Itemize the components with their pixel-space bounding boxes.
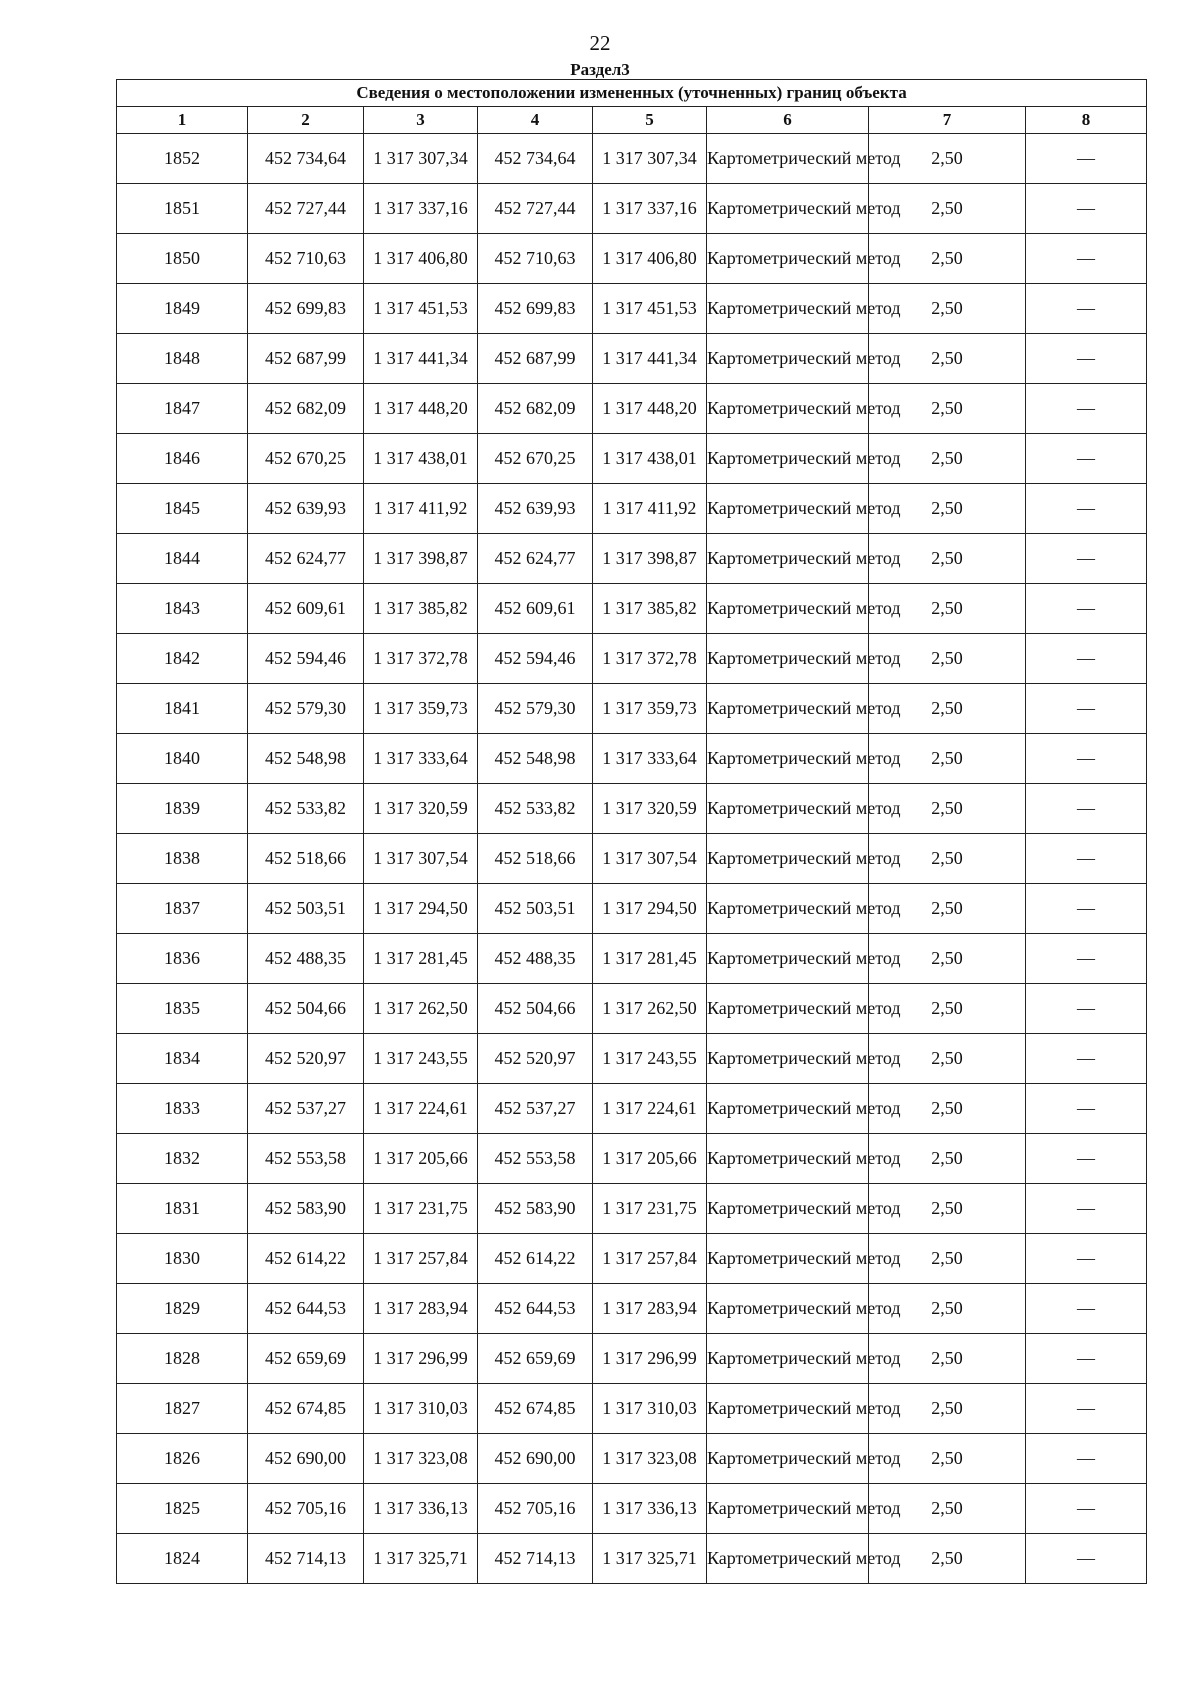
y-new-cell: 1 317 441,34	[593, 334, 707, 384]
x-new-cell: 452 710,63	[478, 234, 593, 284]
column-number-4: 4	[478, 107, 593, 134]
y-existing-cell: 1 317 323,08	[364, 1434, 478, 1484]
method-cell: Картометрический метод	[707, 784, 869, 834]
y-existing-cell: 1 317 398,87	[364, 534, 478, 584]
x-existing-cell: 452 727,44	[248, 184, 364, 234]
description-cell: —	[1026, 1534, 1147, 1584]
x-new-cell: 452 553,58	[478, 1134, 593, 1184]
method-cell: Картометрический метод	[707, 1534, 869, 1584]
table-row	[117, 1084, 1147, 1134]
y-new-cell: 1 317 281,45	[593, 934, 707, 984]
y-new-cell: 1 317 310,03	[593, 1384, 707, 1434]
table-row	[117, 934, 1147, 984]
accuracy-cell: 2,50	[869, 1434, 1026, 1484]
y-new-cell: 1 317 243,55	[593, 1034, 707, 1084]
y-existing-cell: 1 317 257,84	[364, 1234, 478, 1284]
y-new-cell: 1 317 372,78	[593, 634, 707, 684]
accuracy-cell: 2,50	[869, 284, 1026, 334]
accuracy-cell: 2,50	[869, 684, 1026, 734]
table-row	[117, 634, 1147, 684]
accuracy-cell: 2,50	[869, 1384, 1026, 1434]
table-row	[117, 1184, 1147, 1234]
y-new-cell: 1 317 438,01	[593, 434, 707, 484]
x-existing-cell: 452 682,09	[248, 384, 364, 434]
table-row	[117, 734, 1147, 784]
table-row	[117, 784, 1147, 834]
column-number-2: 2	[248, 107, 364, 134]
point-number-cell: 1838	[117, 834, 248, 884]
x-existing-cell: 452 579,30	[248, 684, 364, 734]
description-cell: —	[1026, 1484, 1147, 1534]
x-existing-cell: 452 594,46	[248, 634, 364, 684]
x-new-cell: 452 734,64	[478, 134, 593, 184]
y-existing-cell: 1 317 262,50	[364, 984, 478, 1034]
y-existing-cell: 1 317 310,03	[364, 1384, 478, 1434]
description-cell: —	[1026, 234, 1147, 284]
y-existing-cell: 1 317 451,53	[364, 284, 478, 334]
accuracy-cell: 2,50	[869, 184, 1026, 234]
table-row	[117, 1134, 1147, 1184]
table-row	[117, 484, 1147, 534]
point-number-cell: 1837	[117, 884, 248, 934]
point-number-cell: 1834	[117, 1034, 248, 1084]
x-existing-cell: 452 699,83	[248, 284, 364, 334]
x-new-cell: 452 520,97	[478, 1034, 593, 1084]
description-cell: —	[1026, 184, 1147, 234]
x-new-cell: 452 644,53	[478, 1284, 593, 1334]
y-existing-cell: 1 317 385,82	[364, 584, 478, 634]
description-cell: —	[1026, 284, 1147, 334]
x-existing-cell: 452 553,58	[248, 1134, 364, 1184]
x-existing-cell: 452 533,82	[248, 784, 364, 834]
x-new-cell: 452 727,44	[478, 184, 593, 234]
method-cell: Картометрический метод	[707, 1284, 869, 1334]
table-row	[117, 1384, 1147, 1434]
x-existing-cell: 452 614,22	[248, 1234, 364, 1284]
boundary-coordinates-table	[116, 79, 1147, 1584]
table-row	[117, 984, 1147, 1034]
table-row	[117, 134, 1147, 184]
accuracy-cell: 2,50	[869, 734, 1026, 784]
x-existing-cell: 452 624,77	[248, 534, 364, 584]
x-existing-cell: 452 583,90	[248, 1184, 364, 1234]
table-caption: Сведения о местоположении измененных (уточненных) границ объекта	[117, 80, 1147, 107]
accuracy-cell: 2,50	[869, 434, 1026, 484]
accuracy-cell: 2,50	[869, 1084, 1026, 1134]
x-new-cell: 452 609,61	[478, 584, 593, 634]
section-title: Раздел3	[570, 60, 630, 79]
table-row	[117, 534, 1147, 584]
table-row	[117, 834, 1147, 884]
y-new-cell: 1 317 411,92	[593, 484, 707, 534]
point-number-cell: 1844	[117, 534, 248, 584]
table-row	[117, 434, 1147, 484]
x-existing-cell: 452 504,66	[248, 984, 364, 1034]
description-cell: —	[1026, 834, 1147, 884]
y-existing-cell: 1 317 307,34	[364, 134, 478, 184]
x-existing-cell: 452 488,35	[248, 934, 364, 984]
method-cell: Картометрический метод	[707, 1234, 869, 1284]
y-existing-cell: 1 317 406,80	[364, 234, 478, 284]
x-existing-cell: 452 520,97	[248, 1034, 364, 1084]
point-number-cell: 1845	[117, 484, 248, 534]
x-existing-cell: 452 644,53	[248, 1284, 364, 1334]
accuracy-cell: 2,50	[869, 534, 1026, 584]
point-number-cell: 1839	[117, 784, 248, 834]
y-existing-cell: 1 317 411,92	[364, 484, 478, 534]
x-new-cell: 452 594,46	[478, 634, 593, 684]
column-number-row	[117, 107, 1147, 134]
method-cell: Картометрический метод	[707, 734, 869, 784]
method-cell: Картометрический метод	[707, 184, 869, 234]
description-cell: —	[1026, 734, 1147, 784]
y-existing-cell: 1 317 281,45	[364, 934, 478, 984]
method-cell: Картометрический метод	[707, 534, 869, 584]
y-new-cell: 1 317 385,82	[593, 584, 707, 634]
table-row	[117, 184, 1147, 234]
table-body	[117, 134, 1147, 1584]
method-cell: Картометрический метод	[707, 484, 869, 534]
table-row	[117, 234, 1147, 284]
y-new-cell: 1 317 294,50	[593, 884, 707, 934]
method-cell: Картометрический метод	[707, 634, 869, 684]
point-number-cell: 1826	[117, 1434, 248, 1484]
y-new-cell: 1 317 323,08	[593, 1434, 707, 1484]
x-existing-cell: 452 537,27	[248, 1084, 364, 1134]
x-existing-cell: 452 548,98	[248, 734, 364, 784]
x-new-cell: 452 674,85	[478, 1384, 593, 1434]
table-row	[117, 884, 1147, 934]
x-existing-cell: 452 714,13	[248, 1534, 364, 1584]
y-new-cell: 1 317 224,61	[593, 1084, 707, 1134]
y-new-cell: 1 317 262,50	[593, 984, 707, 1034]
y-existing-cell: 1 317 325,71	[364, 1534, 478, 1584]
x-new-cell: 452 533,82	[478, 784, 593, 834]
method-cell: Картометрический метод	[707, 584, 869, 634]
accuracy-cell: 2,50	[869, 1184, 1026, 1234]
y-new-cell: 1 317 359,73	[593, 684, 707, 734]
accuracy-cell: 2,50	[869, 834, 1026, 884]
x-existing-cell: 452 734,64	[248, 134, 364, 184]
method-cell: Картометрический метод	[707, 134, 869, 184]
method-cell: Картометрический метод	[707, 1134, 869, 1184]
accuracy-cell: 2,50	[869, 334, 1026, 384]
method-cell: Картометрический метод	[707, 384, 869, 434]
method-cell: Картометрический метод	[707, 1084, 869, 1134]
table-row	[117, 1034, 1147, 1084]
method-cell: Картометрический метод	[707, 834, 869, 884]
accuracy-cell: 2,50	[869, 484, 1026, 534]
x-new-cell: 452 690,00	[478, 1434, 593, 1484]
method-cell: Картометрический метод	[707, 684, 869, 734]
description-cell: —	[1026, 934, 1147, 984]
method-cell: Картометрический метод	[707, 1334, 869, 1384]
y-new-cell: 1 317 320,59	[593, 784, 707, 834]
description-cell: —	[1026, 884, 1147, 934]
x-existing-cell: 452 518,66	[248, 834, 364, 884]
x-new-cell: 452 639,93	[478, 484, 593, 534]
point-number-cell: 1827	[117, 1384, 248, 1434]
x-new-cell: 452 714,13	[478, 1534, 593, 1584]
description-cell: —	[1026, 1134, 1147, 1184]
method-cell: Картометрический метод	[707, 1434, 869, 1484]
description-cell: —	[1026, 1284, 1147, 1334]
description-cell: —	[1026, 534, 1147, 584]
accuracy-cell: 2,50	[869, 1234, 1026, 1284]
method-cell: Картометрический метод	[707, 1034, 869, 1084]
method-cell: Картометрический метод	[707, 984, 869, 1034]
y-new-cell: 1 317 257,84	[593, 1234, 707, 1284]
y-new-cell: 1 317 448,20	[593, 384, 707, 434]
method-cell: Картометрический метод	[707, 434, 869, 484]
table-row	[117, 1534, 1147, 1584]
accuracy-cell: 2,50	[869, 1034, 1026, 1084]
y-new-cell: 1 317 333,64	[593, 734, 707, 784]
method-cell: Картометрический метод	[707, 1484, 869, 1534]
accuracy-cell: 2,50	[869, 134, 1026, 184]
x-new-cell: 452 504,66	[478, 984, 593, 1034]
description-cell: —	[1026, 684, 1147, 734]
column-number-8: 8	[1026, 107, 1147, 134]
point-number-cell: 1846	[117, 434, 248, 484]
table-row	[117, 384, 1147, 434]
x-existing-cell: 452 503,51	[248, 884, 364, 934]
x-existing-cell: 452 705,16	[248, 1484, 364, 1534]
description-cell: —	[1026, 334, 1147, 384]
point-number-cell: 1825	[117, 1484, 248, 1534]
x-new-cell: 452 624,77	[478, 534, 593, 584]
description-cell: —	[1026, 1434, 1147, 1484]
y-existing-cell: 1 317 372,78	[364, 634, 478, 684]
x-existing-cell: 452 674,85	[248, 1384, 364, 1434]
method-cell: Картометрический метод	[707, 884, 869, 934]
accuracy-cell: 2,50	[869, 584, 1026, 634]
x-existing-cell: 452 670,25	[248, 434, 364, 484]
y-new-cell: 1 317 451,53	[593, 284, 707, 334]
y-new-cell: 1 317 325,71	[593, 1534, 707, 1584]
accuracy-cell: 2,50	[869, 984, 1026, 1034]
description-cell: —	[1026, 984, 1147, 1034]
point-number-cell: 1835	[117, 984, 248, 1034]
description-cell: —	[1026, 484, 1147, 534]
y-existing-cell: 1 317 224,61	[364, 1084, 478, 1134]
x-new-cell: 452 579,30	[478, 684, 593, 734]
column-number-6: 6	[707, 107, 869, 134]
accuracy-cell: 2,50	[869, 934, 1026, 984]
point-number-cell: 1831	[117, 1184, 248, 1234]
y-new-cell: 1 317 336,13	[593, 1484, 707, 1534]
point-number-cell: 1842	[117, 634, 248, 684]
x-existing-cell: 452 710,63	[248, 234, 364, 284]
accuracy-cell: 2,50	[869, 384, 1026, 434]
x-new-cell: 452 682,09	[478, 384, 593, 434]
x-existing-cell: 452 690,00	[248, 1434, 364, 1484]
description-cell: —	[1026, 1334, 1147, 1384]
y-existing-cell: 1 317 320,59	[364, 784, 478, 834]
point-number-cell: 1847	[117, 384, 248, 434]
y-new-cell: 1 317 307,54	[593, 834, 707, 884]
table-row	[117, 284, 1147, 334]
point-number-cell: 1851	[117, 184, 248, 234]
y-existing-cell: 1 317 243,55	[364, 1034, 478, 1084]
point-number-cell: 1848	[117, 334, 248, 384]
accuracy-cell: 2,50	[869, 784, 1026, 834]
y-existing-cell: 1 317 448,20	[364, 384, 478, 434]
table-row	[117, 334, 1147, 384]
description-cell: —	[1026, 584, 1147, 634]
point-number-cell: 1843	[117, 584, 248, 634]
x-new-cell: 452 518,66	[478, 834, 593, 884]
column-number-7: 7	[869, 107, 1026, 134]
description-cell: —	[1026, 1384, 1147, 1434]
page-number: 22	[589, 31, 611, 55]
y-new-cell: 1 317 406,80	[593, 234, 707, 284]
point-number-cell: 1824	[117, 1534, 248, 1584]
accuracy-cell: 2,50	[869, 1534, 1026, 1584]
x-existing-cell: 452 609,61	[248, 584, 364, 634]
table-row	[117, 1284, 1147, 1334]
y-existing-cell: 1 317 438,01	[364, 434, 478, 484]
y-existing-cell: 1 317 296,99	[364, 1334, 478, 1384]
column-number-1: 1	[117, 107, 248, 134]
accuracy-cell: 2,50	[869, 1284, 1026, 1334]
x-new-cell: 452 537,27	[478, 1084, 593, 1134]
y-existing-cell: 1 317 359,73	[364, 684, 478, 734]
y-new-cell: 1 317 307,34	[593, 134, 707, 184]
y-existing-cell: 1 317 337,16	[364, 184, 478, 234]
x-new-cell: 452 614,22	[478, 1234, 593, 1284]
method-cell: Картометрический метод	[707, 1184, 869, 1234]
description-cell: —	[1026, 634, 1147, 684]
description-cell: —	[1026, 134, 1147, 184]
y-existing-cell: 1 317 283,94	[364, 1284, 478, 1334]
point-number-cell: 1828	[117, 1334, 248, 1384]
accuracy-cell: 2,50	[869, 1484, 1026, 1534]
x-new-cell: 452 548,98	[478, 734, 593, 784]
point-number-cell: 1852	[117, 134, 248, 184]
y-existing-cell: 1 317 231,75	[364, 1184, 478, 1234]
y-new-cell: 1 317 283,94	[593, 1284, 707, 1334]
y-new-cell: 1 317 296,99	[593, 1334, 707, 1384]
accuracy-cell: 2,50	[869, 234, 1026, 284]
y-existing-cell: 1 317 205,66	[364, 1134, 478, 1184]
table-row	[117, 1484, 1147, 1534]
accuracy-cell: 2,50	[869, 884, 1026, 934]
table-row	[117, 1434, 1147, 1484]
accuracy-cell: 2,50	[869, 634, 1026, 684]
point-number-cell: 1830	[117, 1234, 248, 1284]
y-new-cell: 1 317 337,16	[593, 184, 707, 234]
column-number-5: 5	[593, 107, 707, 134]
point-number-cell: 1832	[117, 1134, 248, 1184]
y-existing-cell: 1 317 294,50	[364, 884, 478, 934]
y-new-cell: 1 317 205,66	[593, 1134, 707, 1184]
method-cell: Картометрический метод	[707, 234, 869, 284]
method-cell: Картометрический метод	[707, 934, 869, 984]
point-number-cell: 1836	[117, 934, 248, 984]
point-number-cell: 1840	[117, 734, 248, 784]
y-existing-cell: 1 317 336,13	[364, 1484, 478, 1534]
table-row	[117, 1334, 1147, 1384]
x-existing-cell: 452 659,69	[248, 1334, 364, 1384]
point-number-cell: 1833	[117, 1084, 248, 1134]
method-cell: Картометрический метод	[707, 284, 869, 334]
accuracy-cell: 2,50	[869, 1134, 1026, 1184]
y-new-cell: 1 317 231,75	[593, 1184, 707, 1234]
description-cell: —	[1026, 784, 1147, 834]
x-existing-cell: 452 687,99	[248, 334, 364, 384]
description-cell: —	[1026, 434, 1147, 484]
y-existing-cell: 1 317 441,34	[364, 334, 478, 384]
method-cell: Картометрический метод	[707, 1384, 869, 1434]
description-cell: —	[1026, 1184, 1147, 1234]
description-cell: —	[1026, 1234, 1147, 1284]
point-number-cell: 1849	[117, 284, 248, 334]
description-cell: —	[1026, 1084, 1147, 1134]
x-new-cell: 452 659,69	[478, 1334, 593, 1384]
x-new-cell: 452 503,51	[478, 884, 593, 934]
x-new-cell: 452 583,90	[478, 1184, 593, 1234]
accuracy-cell: 2,50	[869, 1334, 1026, 1384]
method-cell: Картометрический метод	[707, 334, 869, 384]
table-row	[117, 684, 1147, 734]
table-row	[117, 584, 1147, 634]
y-new-cell: 1 317 398,87	[593, 534, 707, 584]
description-cell: —	[1026, 384, 1147, 434]
x-new-cell: 452 488,35	[478, 934, 593, 984]
point-number-cell: 1841	[117, 684, 248, 734]
point-number-cell: 1829	[117, 1284, 248, 1334]
x-new-cell: 452 670,25	[478, 434, 593, 484]
description-cell: —	[1026, 1034, 1147, 1084]
y-existing-cell: 1 317 333,64	[364, 734, 478, 784]
x-new-cell: 452 699,83	[478, 284, 593, 334]
table-row	[117, 1234, 1147, 1284]
x-new-cell: 452 687,99	[478, 334, 593, 384]
x-new-cell: 452 705,16	[478, 1484, 593, 1534]
column-number-3: 3	[364, 107, 478, 134]
y-existing-cell: 1 317 307,54	[364, 834, 478, 884]
x-existing-cell: 452 639,93	[248, 484, 364, 534]
point-number-cell: 1850	[117, 234, 248, 284]
